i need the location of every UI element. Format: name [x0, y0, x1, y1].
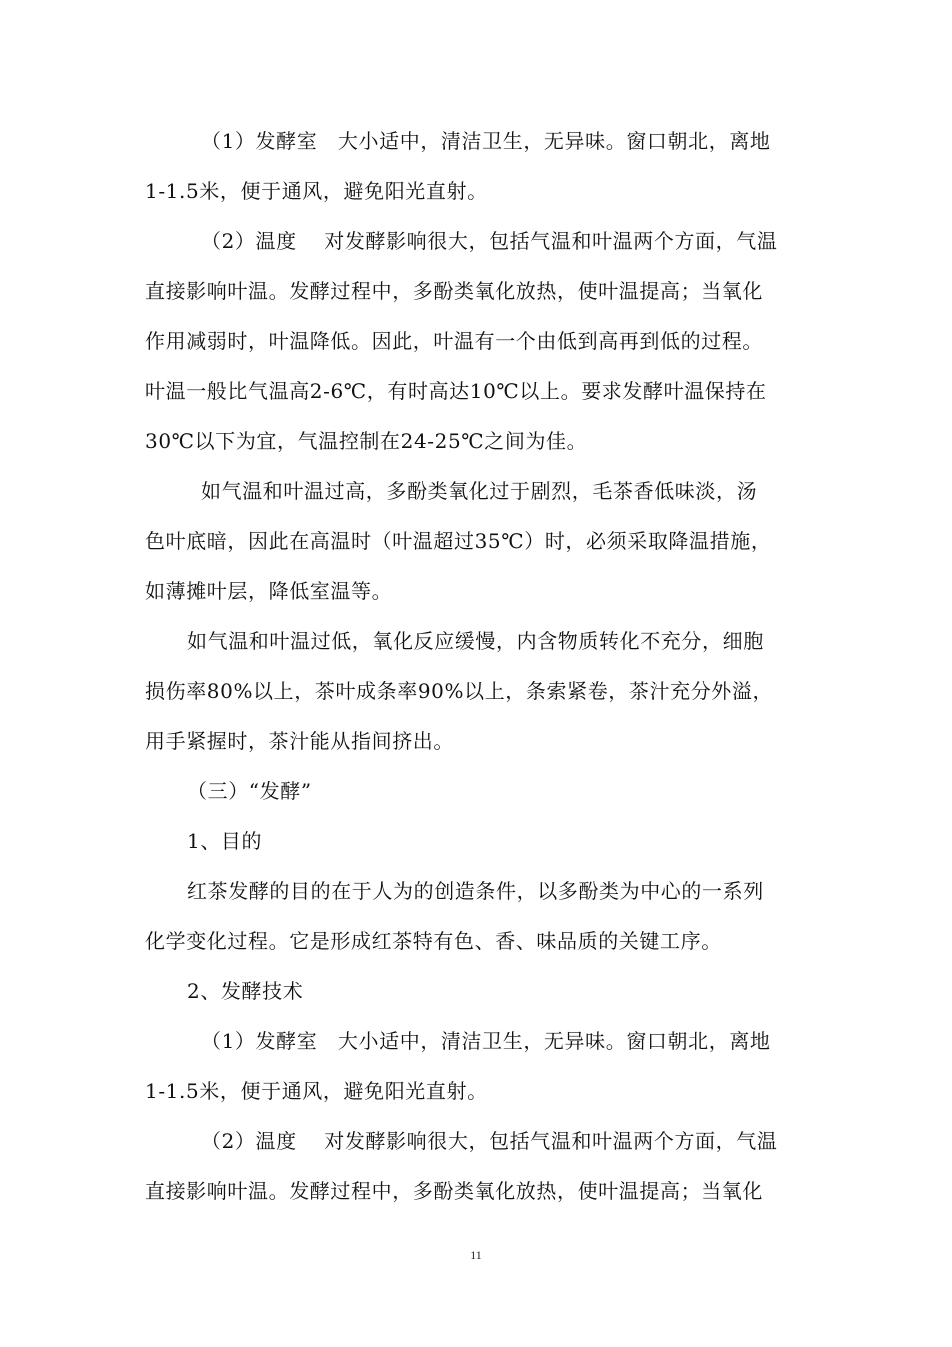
text-line: 用手紧握时，茶汁能从指间挤出。	[145, 729, 454, 753]
text-line: 如气温和叶温过高，多酚类氧化过于剧烈，毛茶香低味淡，汤	[201, 479, 758, 503]
text-line: （2）温度 对发酵影响很大，包括气温和叶温两个方面，气温	[201, 229, 778, 253]
body-text	[145, 116, 813, 1216]
text-line: 作用减弱时，叶温降低。因此，叶温有一个由低到高再到低的过程。	[145, 329, 763, 353]
text-line: （1）发酵室 大小适中，清洁卫生，无异味。窗口朝北，离地	[201, 1029, 771, 1053]
text-line: 30℃以下为宜，气温控制在24-25℃之间为佳。	[145, 429, 588, 453]
text-line: 化学变化过程。它是形成红茶特有色、香、味品质的关键工序。	[145, 929, 722, 953]
text-line: 色叶底暗，因此在高温时（叶温超过35℃）时，必须采取降温措施，	[145, 529, 772, 553]
text-line: （1）发酵室 大小适中，清洁卫生，无异味。窗口朝北，离地	[201, 129, 771, 153]
text-line: （2）温度 对发酵影响很大，包括气温和叶温两个方面，气温	[201, 1129, 778, 1153]
subsection-heading: 1、目的	[187, 829, 263, 853]
text-line: 损伤率80%以上，茶叶成条率90%以上，条索紧卷，茶汁充分外溢，	[145, 679, 774, 703]
text-line: 叶温一般比气温高2-6℃，有时高达10℃以上。要求发酵叶温保持在	[145, 379, 767, 403]
text-line: 红茶发酵的目的在于人为的创造条件，以多酚类为中心的一系列	[187, 879, 764, 903]
text-line: 如薄摊叶层，降低室温等。	[145, 579, 393, 603]
section-heading: （三）“发酵”	[187, 779, 312, 803]
page-number: 11	[470, 1248, 482, 1262]
text-line: 直接影响叶温。发酵过程中，多酚类氧化放热，使叶温提高；当氧化	[145, 279, 763, 303]
text-line: 如气温和叶温过低，氧化反应缓慢，内含物质转化不充分，细胞	[187, 629, 764, 653]
text-line: 1-1.5米，便于通风，避免阳光直射。	[145, 179, 488, 203]
text-line: 1-1.5米，便于通风，避免阳光直射。	[145, 1079, 488, 1103]
text-line: 直接影响叶温。发酵过程中，多酚类氧化放热，使叶温提高；当氧化	[145, 1179, 763, 1203]
subsection-heading: 2、发酵技术	[187, 979, 304, 1003]
